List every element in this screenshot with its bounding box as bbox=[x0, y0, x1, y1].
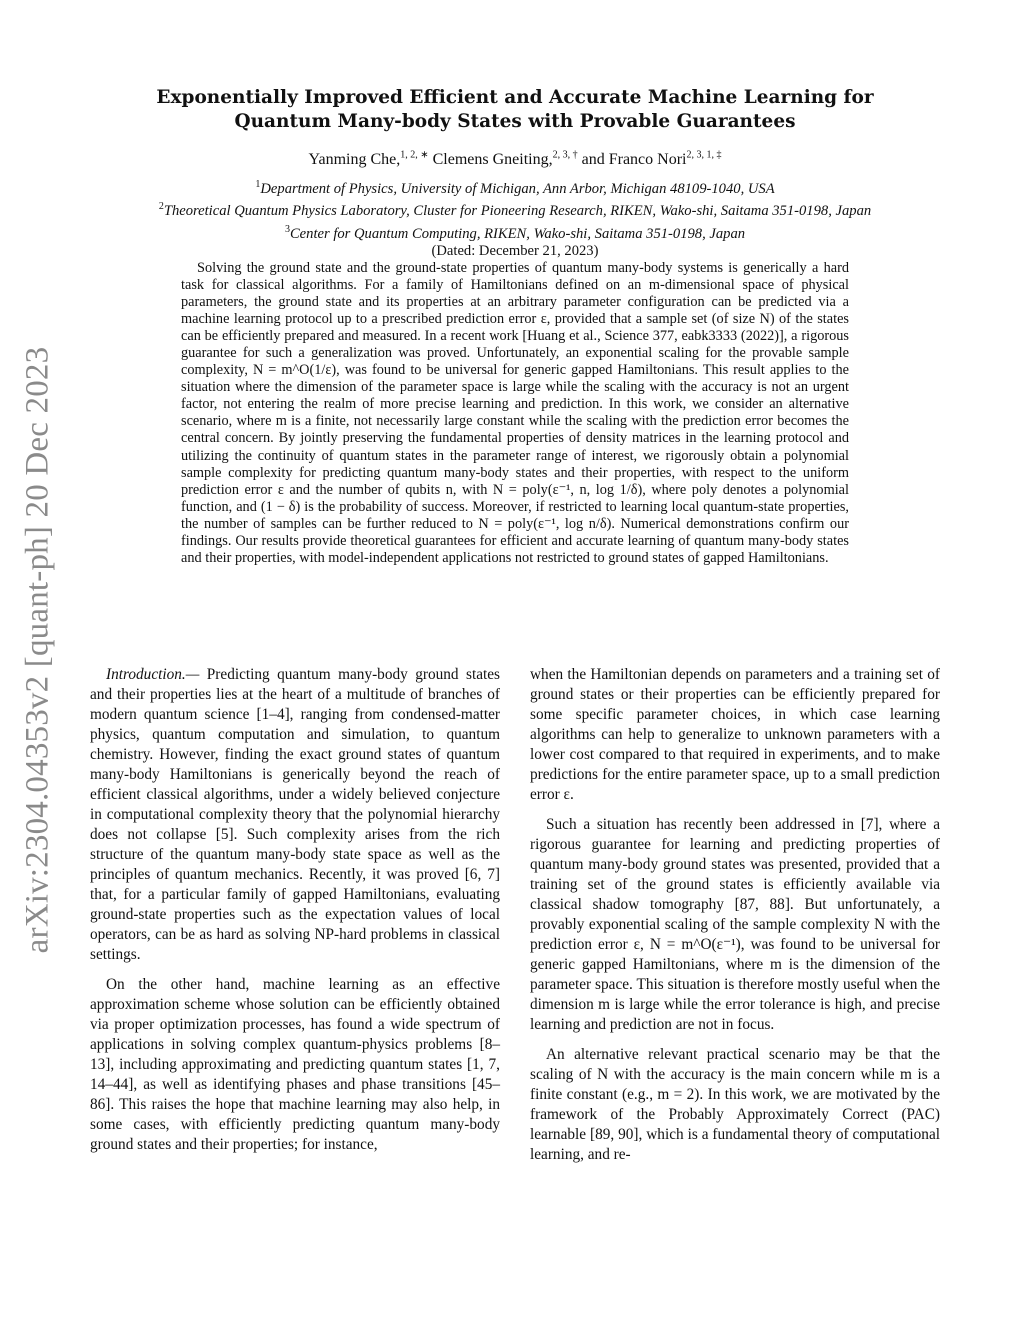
author-1-marks: 1, 2, ∗ bbox=[400, 150, 429, 161]
paper-title: Exponentially Improved Efficient and Accurate Machine Learning for Quantum Many-body States with Provable Guarantees bbox=[156, 87, 874, 132]
arxiv-sidebar-stamp bbox=[18, 330, 58, 970]
right-column bbox=[530, 665, 940, 1175]
paragraph-machine-learning: On the other hand, machine learning as an effective approximation scheme whose solution can be efficiently obtained via proper optimization processes, has found a wide spectrum of applications in solving complex quantum-physics problems [8–13], including approximating and predicting quantum states [1, 7, 14–44], as well as identifying phases and phase transitions [45–86]. This raises the hope that machine learning may also help, in some cases, with efficiently predicting quantum many-body ground states and their properties; for instance, bbox=[90, 976, 500, 1153]
paragraph-continued: when the Hamiltonian depends on parameters and a training set of ground states or their properties can be efficiently prepared for some specific parameter choices, in which case learning algorithms can help to generalize to unknown parameters with a lower cost compared to that required in experiments, and to make predictions for the entire parameter space, up to a small prediction error ε. bbox=[530, 666, 940, 803]
affiliations bbox=[90, 176, 940, 261]
author-2: Clemens Gneiting,$^{2, 3, \dagger}$ bbox=[432, 150, 578, 169]
author-1: Yanming Che,$^{1, 2, ∗}$ bbox=[308, 150, 429, 169]
author-3-marks: 2, 3, 1, ‡ bbox=[686, 150, 722, 161]
author-2-marks: 2, 3, † bbox=[552, 150, 578, 161]
section-lead-introduction: Introduction.— bbox=[106, 666, 207, 683]
paragraph-introduction: Introduction.— Predicting quantum many-body ground states and their properties lies at the heart of a multitude of branches of modern quantum science [1–4], ranging from condensed-matter physics, quantum computation and simulation, to quantum chemistry. However, finding the exact ground states of quantum many-body Hamiltonians is generically beyond the reach of efficient classical algorithms, under a widely believed conjecture in computational complexity theory that the polynomial hierarchy does not collapse [5]. Such complexity arises from the rich structure of the quantum many-body state space as well as the principles of quantum mechanics. Recently, it was proved [6, 7] that, for a particular family of gapped Hamiltonians, evaluating ground-state properties such as the expectation values of local operators, can be as hard as solving NP-hard problems in classical settings. bbox=[90, 666, 500, 963]
author-list bbox=[110, 150, 920, 169]
author-3: and Franco Nori$^{2, 3, 1, \ddagger}$ bbox=[581, 150, 722, 169]
abstract: Solving the ground state and the ground-state properties of quantum many-body systems is generically a hard task for classical algorithms. For a family of Hamiltonians defined on an m-dimensional space of physical parameters, the ground state and its properties at an arbitrary parameter configuration can be predicted via a machine learning protocol up to a prescribed prediction error ε, provided that a sample set (of size N) of the states can be efficiently prepared and measured. In a recent work [Huang et al., Science 377, eabk3333 (2022)], a rigorous guarantee for such a generalization was proved. Unfortunately, an exponential scaling for the provable sample complexity, N = m^O(1/ε), was found to be universal for generic gapped Hamiltonians. This result applies to the situation where the dimension of the parameter space is large while the scaling with the accuracy is not an urgent factor, not entering the realm of more precise learning and prediction. In this work, we consider an alternative scenario, where m is a finite, not necessarily large constant while the scaling with the prediction error becomes the central concern. By jointly preserving the fundamental properties of density matrices in the learning protocol and utilizing the continuity of quantum states in the parameter range of interest, we rigorously obtain a polynomial sample complexity for predicting quantum many-body states and their properties, with respect to the uniform prediction error ε and the number of qubits n, with N = poly(ε⁻¹, n, log 1/δ), where poly denotes a polynomial function, and (1 − δ) is the probability of success. Moreover, if restricted to learning local quantum-state properties, the number of samples can be further reduced to N = poly(ε⁻¹, log n/δ). Numerical demonstrations confirm our findings. Our results provide theoretical guarantees for efficient and accurate learning of quantum many-body states and their properties, with model-independent applications not restricted to ground states of gapped Hamiltonians. bbox=[181, 260, 849, 566]
affiliation-3: $^3$Center for Quantum Computing, RIKEN, Wako-shi, Saitama 351-0198, Japan bbox=[284, 223, 746, 242]
date-line: (Dated: December 21, 2023) bbox=[431, 243, 599, 260]
affiliation-1: $^1$Department of Physics, University of Michigan, Ann Arbor, Michigan 48109-1040, USA bbox=[255, 179, 775, 197]
arxiv-identifier: arXiv:2304.04353v2 [quant-ph] 20 Dec 2023 bbox=[19, 346, 56, 954]
paragraph-alternative-scenario: An alternative relevant practical scenario may be that the scaling of N with the accuracy is the main concern while m is a finite constant (e.g., m = 2). In this work, we are motivated by the framework of the Probably Approximately Correct (PAC) learnable [89, 90], which is a fundamental theory of computational learning, and re- bbox=[530, 1046, 940, 1163]
left-column bbox=[90, 665, 500, 1165]
paragraph-prior-work: Such a situation has recently been addressed in [7], where a rigorous guarantee for learning and predicting properties of quantum many-body ground states was presented, provided that a training set of the ground states is efficiently available via classical shadow tomography [87, 88]. But unfortunately, a provably exponential scaling of the sample complexity N with the prediction error ε, N = m^O(ε⁻¹), was found to be universal for generic gapped Hamiltonians, where m is the dimension of the parameter space. This situation is therefore mostly useful when the dimension m is large while the error tolerance is high, and precise learning and prediction are not in focus. bbox=[530, 816, 940, 1033]
affiliation-2: $^2$Theoretical Quantum Physics Laboratory, Cluster for Pioneering Research, RIKEN, Wako-shi, Saitama 351-0198, Japan bbox=[158, 201, 872, 220]
